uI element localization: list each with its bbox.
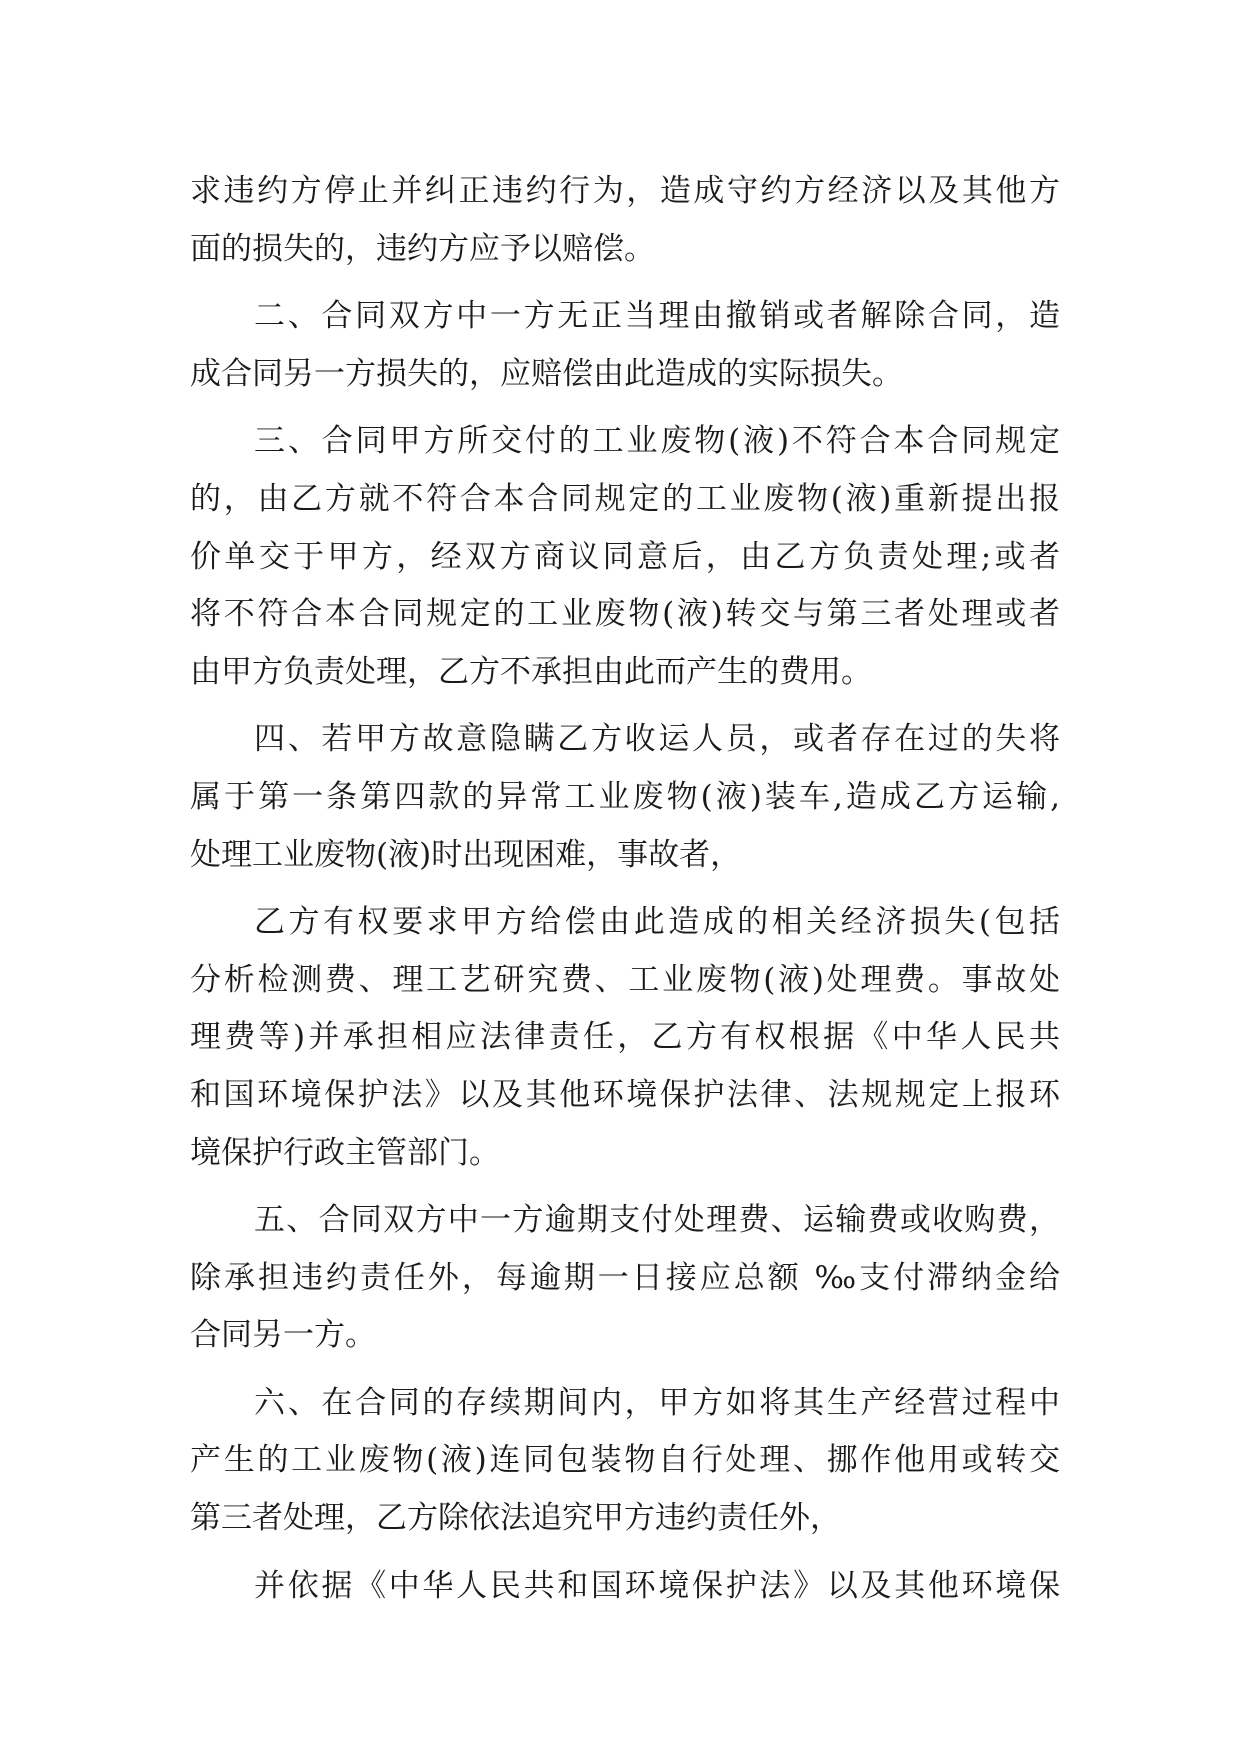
- text-line: 第三者处理，乙方除依法追究甲方违约责任外，: [190, 1500, 841, 1537]
- text-line: 和国环境保护法》以及其他环境保护法律、法规规定上报环: [190, 1076, 1060, 1113]
- text-line: 价单交于甲方，经双方商议同意后，由乙方负责处理;或者: [190, 538, 1060, 575]
- clause-2: [190, 288, 1060, 403]
- clause-4: [190, 711, 1060, 884]
- text-line: 将不符合本合同规定的工业废物(液)转交与第三者处理或者: [190, 596, 1060, 633]
- text-line: 境保护行政主管部门。: [190, 1134, 500, 1171]
- text-line: 由甲方负责处理，乙方不承担由此而产生的费用。: [190, 653, 872, 690]
- text-line: 四、若甲方故意隐瞒乙方收运人员，或者存在过的失将: [254, 721, 1060, 758]
- text-line: 面的损失的，违约方应予以赔偿。: [190, 230, 655, 267]
- text-line: 理费等)并承担相应法律责任，乙方有权根据《中华人民共: [190, 1019, 1060, 1056]
- paragraph-continuation: [190, 163, 1060, 278]
- text-line: 合同另一方。: [190, 1317, 376, 1354]
- text-line: 处理工业废物(液)时出现困难，事故者，: [190, 836, 742, 873]
- clause-6-continuation: [190, 1558, 1060, 1616]
- text-line: 的，由乙方就不符合本合同规定的工业废物(液)重新提出报: [190, 480, 1060, 517]
- text-line: 五、合同双方中一方逾期支付处理费、运输费或收购费，: [254, 1202, 1060, 1239]
- text-line: 二、合同双方中一方无正当理由撤销或者解除合同，造: [254, 298, 1060, 335]
- text-line: 成合同另一方损失的，应赔偿由此造成的实际损失。: [190, 355, 903, 392]
- text-line: 三、合同甲方所交付的工业废物(液)不符合本合同规定: [254, 423, 1060, 460]
- text-line: 产生的工业废物(液)连同包装物自行处理、挪作他用或转交: [190, 1442, 1060, 1479]
- text-line: 属于第一条第四款的异常工业废物(液)装车,造成乙方运输,: [190, 778, 1060, 815]
- text-line: 求违约方停止并纠正违约行为，造成守约方经济以及其他方: [190, 173, 1060, 209]
- text-line: 分析检测费、理工艺研究费、工业废物(液)处理费。事故处: [190, 961, 1060, 998]
- text-line: 六、在合同的存续期间内，甲方如将其生产经营过程中: [254, 1384, 1060, 1421]
- text-line: 乙方有权要求甲方给偿由此造成的相关经济损失(包括: [254, 904, 1060, 941]
- clause-3: [190, 413, 1060, 701]
- clause-4-continuation: [190, 894, 1060, 1182]
- clause-5: [190, 1192, 1060, 1365]
- clause-6: [190, 1375, 1060, 1548]
- text-line: 除承担违约责任外，每逾期一日接应总额 ‰支付滞纳金给: [190, 1259, 1060, 1296]
- contract-text: [190, 163, 1060, 1615]
- text-line: 并依据《中华人民共和国环境保护法》以及其他环境保: [254, 1567, 1060, 1604]
